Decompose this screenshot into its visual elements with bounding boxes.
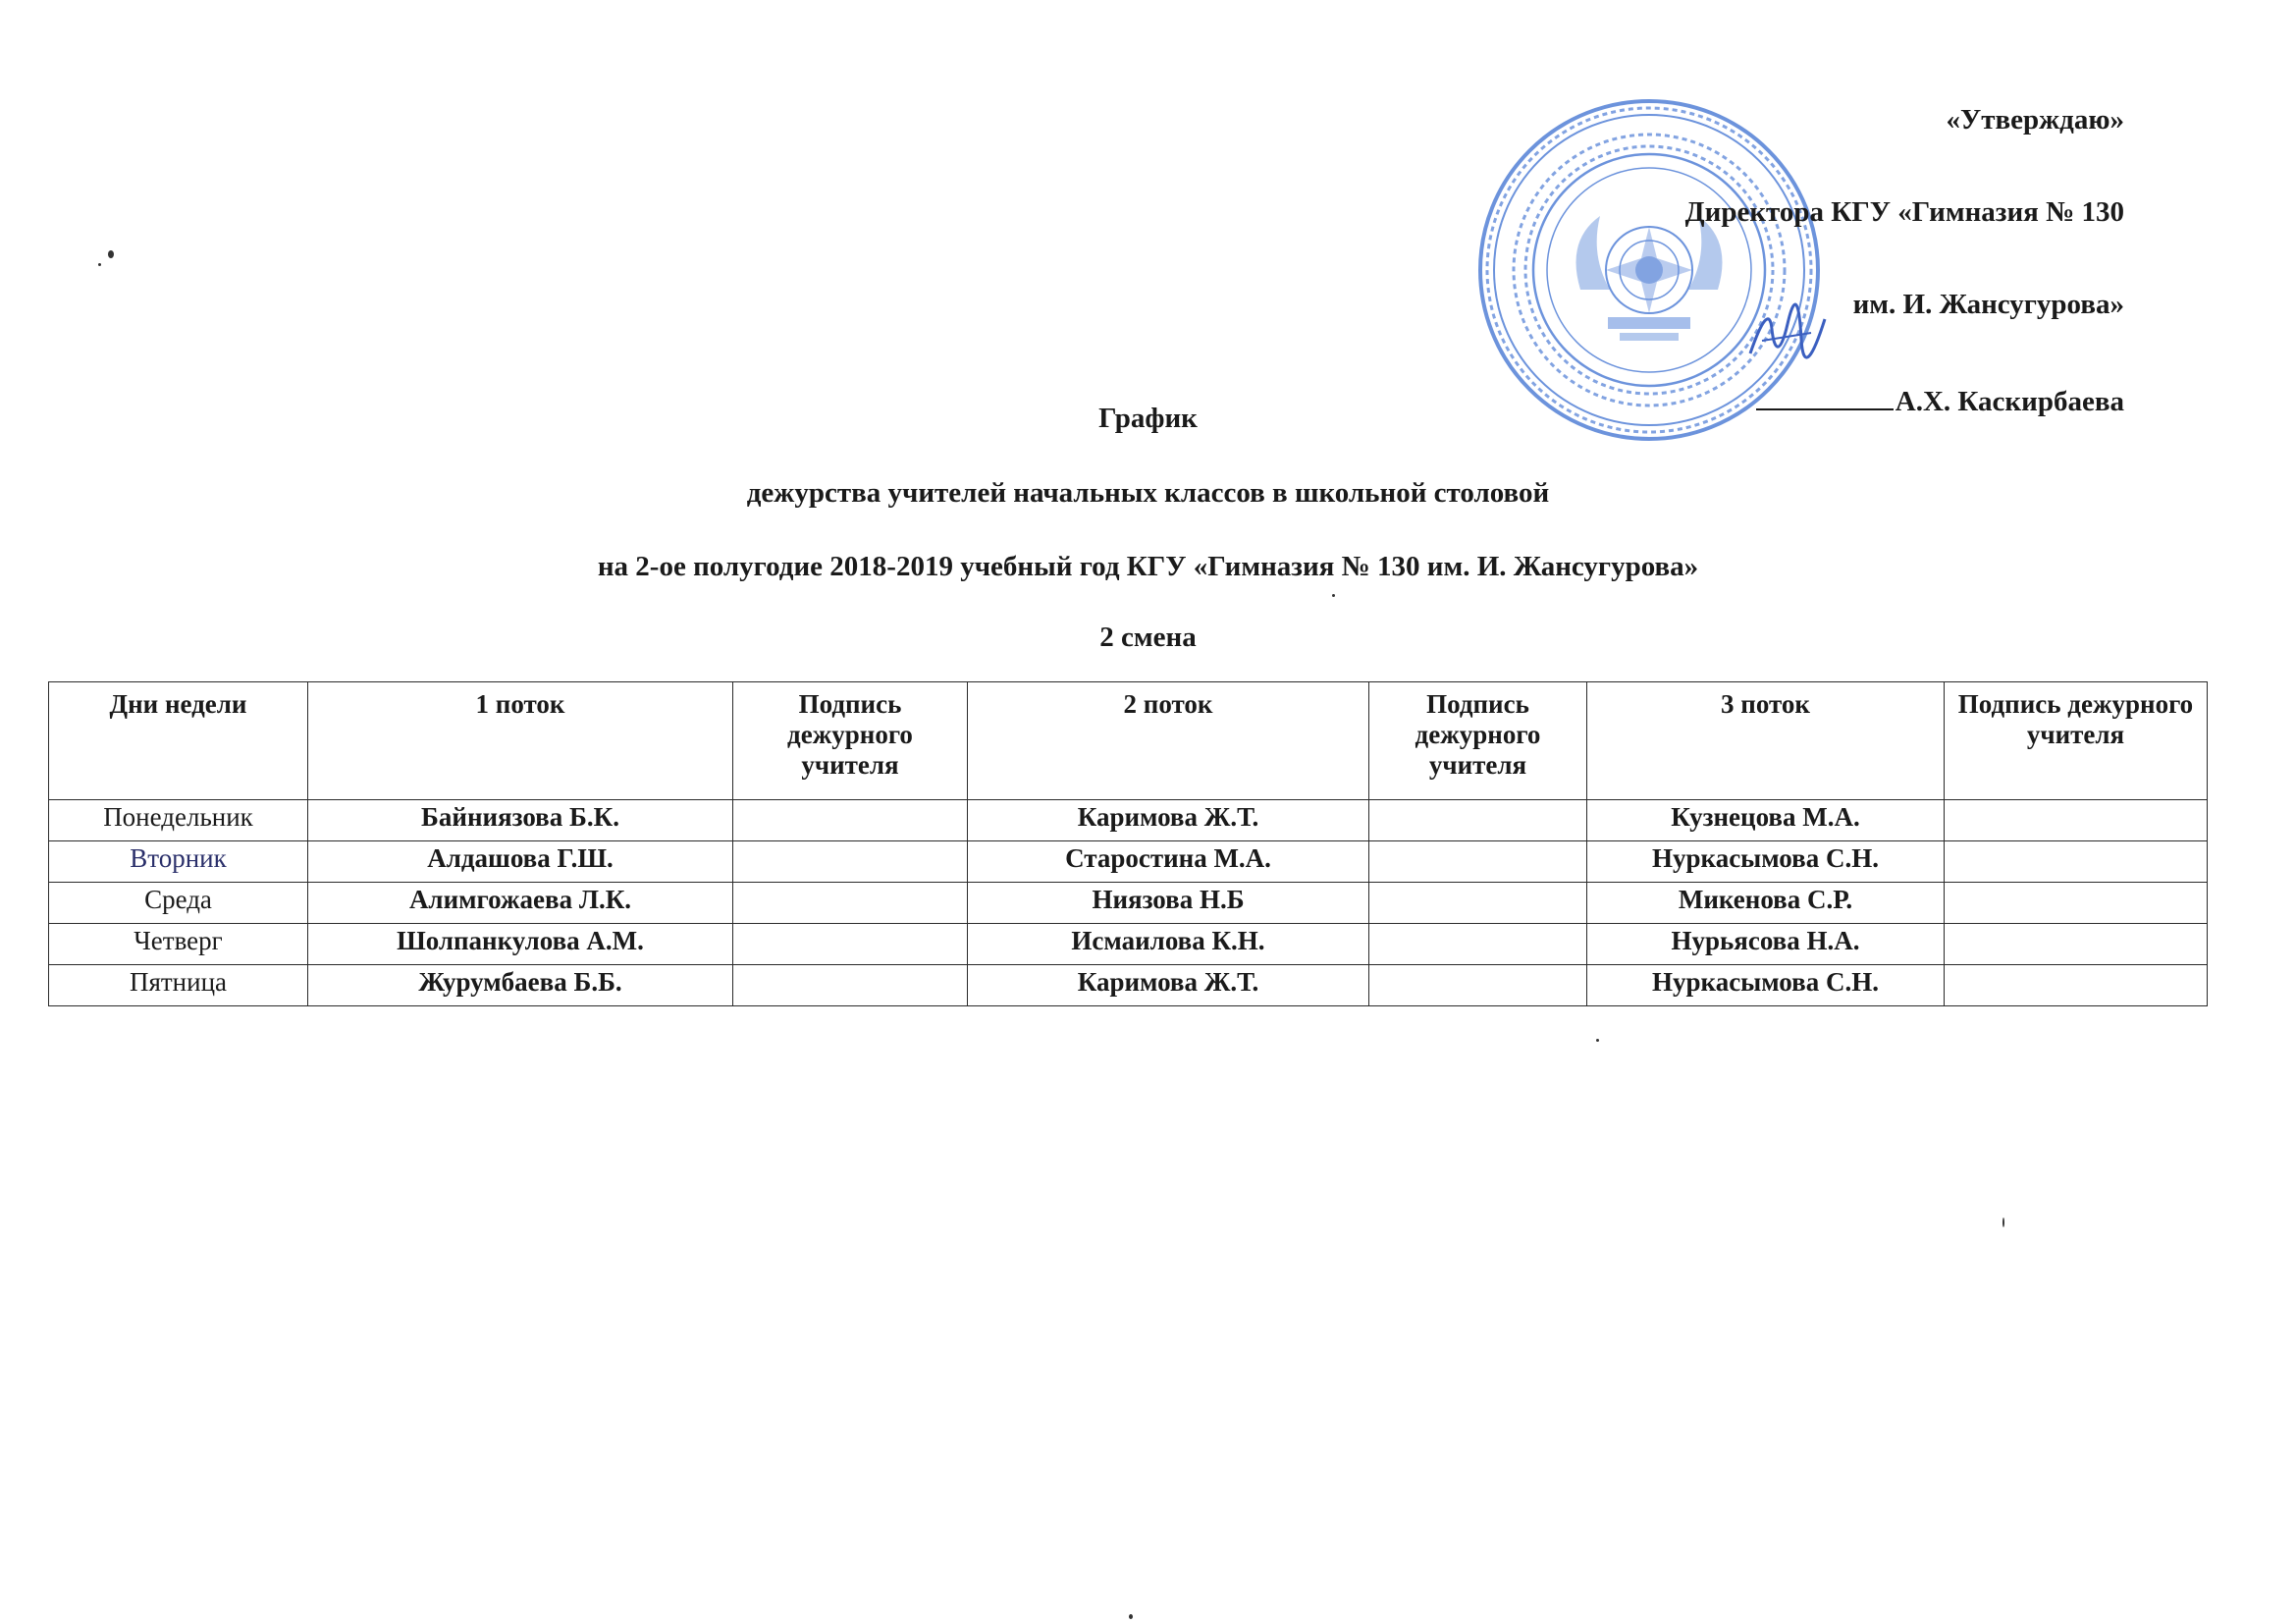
signature-cell	[1369, 841, 1587, 883]
signature-cell	[733, 800, 968, 841]
stream-3-teacher: Нуркасымова С.Н.	[1587, 841, 1945, 883]
table-header-row	[49, 682, 2208, 800]
signature-cell	[1945, 841, 2208, 883]
day-cell: Пятница	[49, 965, 308, 1006]
signature-cell	[733, 924, 968, 965]
approval-name: А.Х. Каскирбаева	[1895, 386, 2124, 417]
signature-cell	[1369, 800, 1587, 841]
approval-heading: «Утверждаю»	[1946, 104, 2124, 135]
column-header-signature-1: Подпись дежурного учителя	[733, 682, 968, 800]
column-header-signature-2: Подпись дежурного учителя	[1369, 682, 1587, 800]
stream-2-teacher: Старостина М.А.	[968, 841, 1369, 883]
approval-school: им. И. Жансугурова»	[1852, 289, 2124, 320]
signature-cell	[733, 883, 968, 924]
scan-speck	[1129, 1614, 1133, 1619]
table-row	[49, 883, 2208, 924]
document-subtitle: дежурства учителей начальных классов в школьной столовой	[746, 477, 1550, 509]
scan-speck	[2002, 1218, 2004, 1227]
stream-1-teacher: Алдашова Г.Ш.	[308, 841, 733, 883]
table-row	[49, 924, 2208, 965]
stream-1-teacher: Шолпанкулова А.М.	[308, 924, 733, 965]
stream-3-teacher: Микенова С.Р.	[1587, 883, 1945, 924]
stream-3-teacher: Нуркасымова С.Н.	[1587, 965, 1945, 1006]
document-title: График	[1098, 403, 1198, 434]
day-cell: Среда	[49, 883, 308, 924]
day-cell: Понедельник	[49, 800, 308, 841]
table-row	[49, 841, 2208, 883]
stream-1-teacher: Алимгожаева Л.К.	[308, 883, 733, 924]
stream-2-teacher: Ниязова Н.Б	[968, 883, 1369, 924]
signature-cell	[1945, 800, 2208, 841]
table-row	[49, 800, 2208, 841]
column-header-stream-2: 2 поток	[968, 682, 1369, 800]
signature-cell	[1945, 883, 2208, 924]
stream-3-teacher: Кузнецова М.А.	[1587, 800, 1945, 841]
stream-1-teacher: Байниязова Б.К.	[308, 800, 733, 841]
document-shift: 2 смена	[1099, 622, 1197, 653]
approval-block	[1685, 106, 2124, 417]
scan-speck	[108, 250, 114, 258]
stream-2-teacher: Каримова Ж.Т.	[968, 800, 1369, 841]
stream-1-teacher: Журумбаева Б.Б.	[308, 965, 733, 1006]
stream-2-teacher: Исмаилова К.Н.	[968, 924, 1369, 965]
document-period: на 2-ое полугодие 2018-2019 учебный год КГУ «Гимназия № 130 им. И. Жансугурова»	[597, 551, 1699, 582]
column-header-day: Дни недели	[49, 682, 308, 800]
day-cell: Четверг	[49, 924, 308, 965]
signature-cell	[733, 965, 968, 1006]
scan-speck	[98, 263, 101, 266]
scan-speck	[1596, 1039, 1599, 1042]
signature-cell	[1369, 924, 1587, 965]
column-header-stream-1: 1 поток	[308, 682, 733, 800]
stream-3-teacher: Нурьясова Н.А.	[1587, 924, 1945, 965]
signature-cell	[733, 841, 968, 883]
signature-cell	[1369, 883, 1587, 924]
signature-cell	[1945, 924, 2208, 965]
stream-2-teacher: Каримова Ж.Т.	[968, 965, 1369, 1006]
approval-position: Директора КГУ «Гимназия № 130	[1684, 196, 2124, 228]
table-row	[49, 965, 2208, 1006]
column-header-signature-3: Подпись дежурного учителя	[1945, 682, 2208, 800]
duty-schedule-table	[48, 681, 2208, 1006]
scan-speck	[1332, 594, 1335, 597]
column-header-stream-3: 3 поток	[1587, 682, 1945, 800]
signature-cell	[1945, 965, 2208, 1006]
day-cell: Вторник	[49, 841, 308, 883]
signature-cell	[1369, 965, 1587, 1006]
